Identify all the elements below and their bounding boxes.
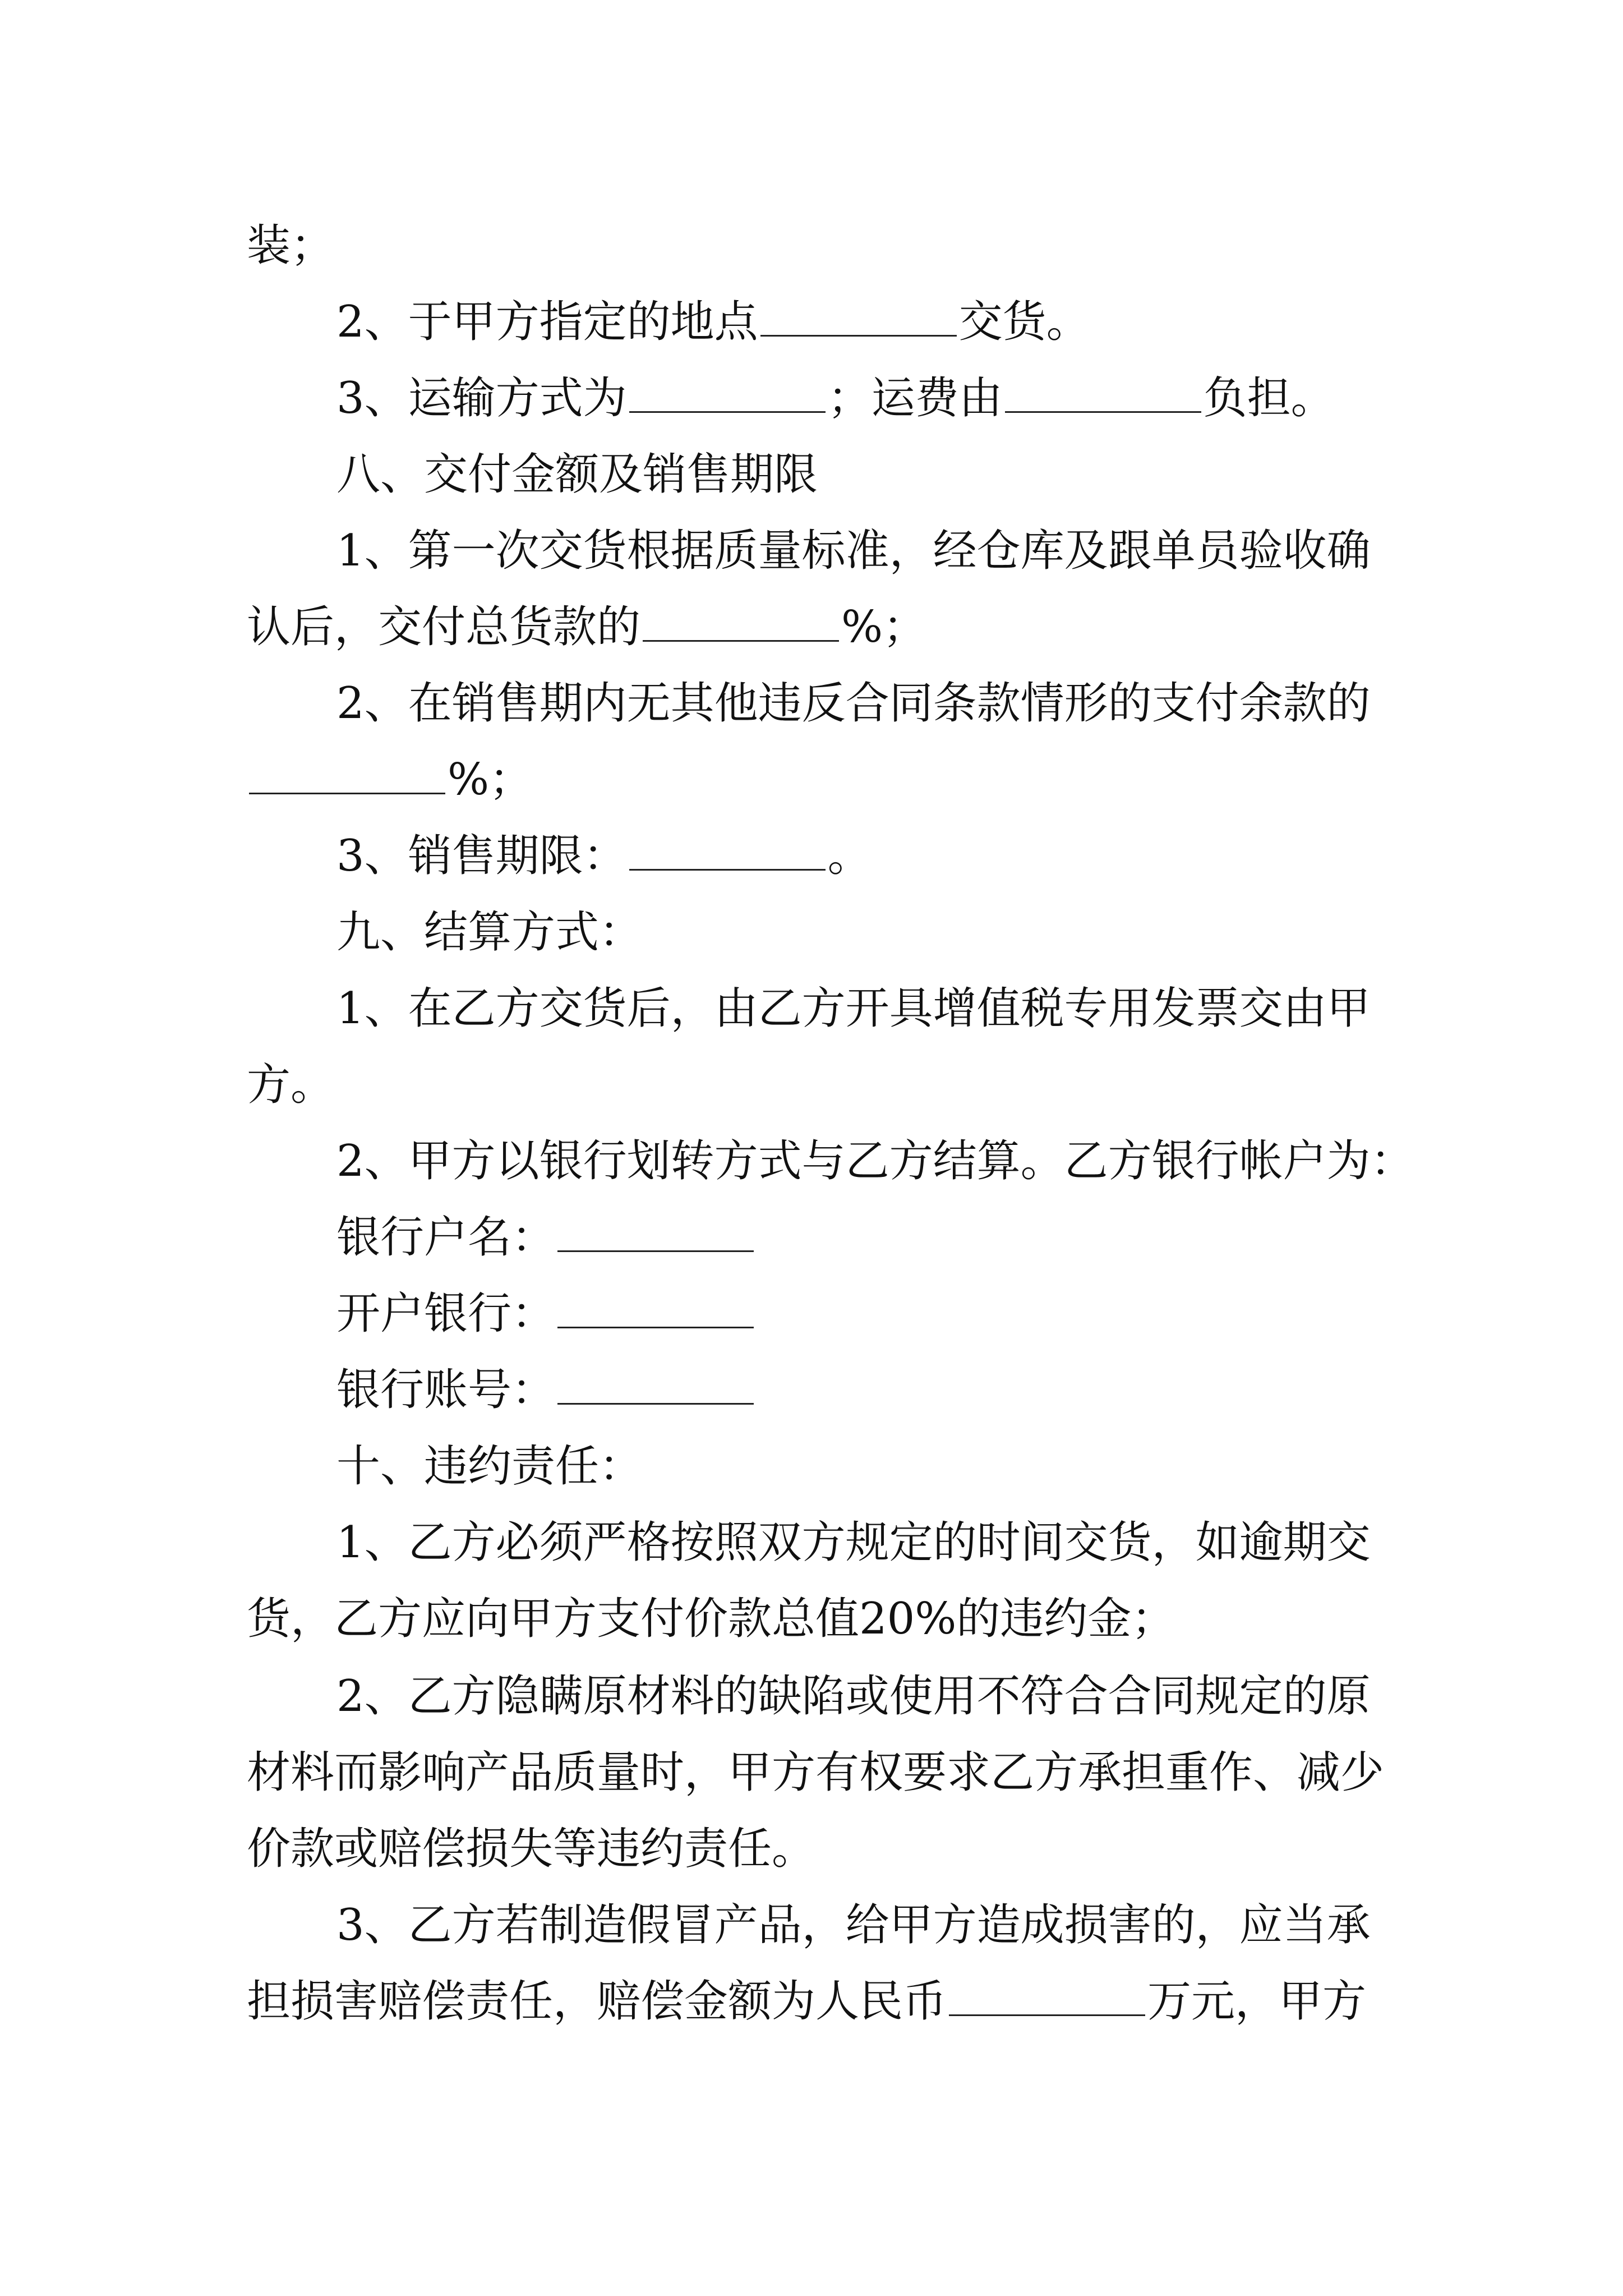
line-text: 银行户名： (336, 1212, 556, 1263)
line-text: 银行账号： (336, 1365, 556, 1415)
text-line (336, 283, 1503, 361)
line-text: 。 (827, 831, 872, 881)
fill-in-blank (949, 1983, 1145, 2016)
line-text: 认后，交付总货款的 (247, 602, 641, 652)
text-line (336, 359, 1503, 438)
line-text: 3、销售期限： (336, 831, 627, 881)
line-text: ；运费由 (827, 373, 1003, 424)
line-text: %； (448, 754, 533, 805)
line-text: %； (841, 602, 927, 652)
text-line (336, 1503, 1503, 1582)
text-line (247, 1962, 1413, 2041)
fill-in-blank (557, 1219, 754, 1252)
line-text: 交货。 (958, 297, 1090, 347)
fill-in-blank (760, 303, 957, 337)
line-text: 3、运输方式为 (336, 373, 627, 424)
fill-in-blank (629, 838, 826, 871)
text-line (336, 1427, 1503, 1506)
text-line (336, 893, 1503, 972)
line-text: 价款或赔偿损失等违约责任。 (247, 1824, 816, 1874)
text-line (247, 1810, 1413, 1888)
text-line (336, 1122, 1503, 1200)
line-text: 方。 (247, 1060, 335, 1110)
line-text: 装； (247, 220, 335, 271)
line-text: 九、结算方式： (336, 907, 643, 958)
line-text: 1、乙方必须严格按照双方规定的时间交货，如逾期交 (336, 1517, 1371, 1568)
line-text: 万元，甲方 (1147, 1976, 1367, 2027)
line-text: 货，乙方应向甲方支付价款总值20%的违约金； (247, 1594, 1175, 1644)
line-text: 2、于甲方指定的地点 (336, 297, 758, 347)
line-text: 担损害赔偿责任，赔偿金额为人民币 (247, 1976, 947, 2027)
text-line (247, 206, 1413, 285)
line-text: 开户银行： (336, 1289, 556, 1339)
text-line (336, 1351, 1503, 1429)
line-text: 负担。 (1203, 373, 1335, 424)
text-line (247, 588, 1413, 666)
fill-in-blank (557, 1372, 754, 1405)
text-line (336, 435, 1503, 514)
fill-in-blank (643, 609, 839, 642)
line-text: 八、交付金额及销售期限 (336, 449, 818, 500)
text-line (247, 1046, 1413, 1124)
text-line (336, 817, 1503, 895)
fill-in-blank (557, 1295, 754, 1328)
text-line (336, 512, 1503, 590)
line-text: 材料而影响产品质量时，甲方有权要求乙方承担重作、减少 (247, 1747, 1385, 1798)
fill-in-blank (629, 380, 826, 413)
text-line (247, 1733, 1413, 1812)
line-text: 3、乙方若制造假冒产品，给甲方造成损害的，应当承 (336, 1900, 1371, 1950)
text-line (336, 1886, 1503, 1964)
text-line (336, 664, 1503, 743)
text-line (336, 1657, 1503, 1736)
text-line (336, 1274, 1503, 1353)
fill-in-blank (249, 761, 445, 794)
text-line (336, 969, 1503, 1048)
line-text: 1、第一次交货根据质量标准，经仓库及跟单员验收确 (336, 526, 1371, 576)
line-text: 2、乙方隐瞒原材料的缺陷或使用不符合合同规定的原 (336, 1671, 1371, 1722)
line-text: 1、在乙方交货后，由乙方开具增值税专用发票交由甲 (336, 983, 1371, 1034)
line-text: 2、在销售期内无其他违反合同条款情形的支付余款的 (336, 678, 1371, 729)
line-text: 2、甲方以银行划转方式与乙方结算。乙方银行帐户为： (336, 1136, 1414, 1186)
text-line (247, 1580, 1413, 1658)
text-line (336, 1198, 1503, 1277)
fill-in-blank (1005, 380, 1201, 413)
text-line (247, 740, 1413, 819)
line-text: 十、违约责任： (336, 1441, 643, 1492)
